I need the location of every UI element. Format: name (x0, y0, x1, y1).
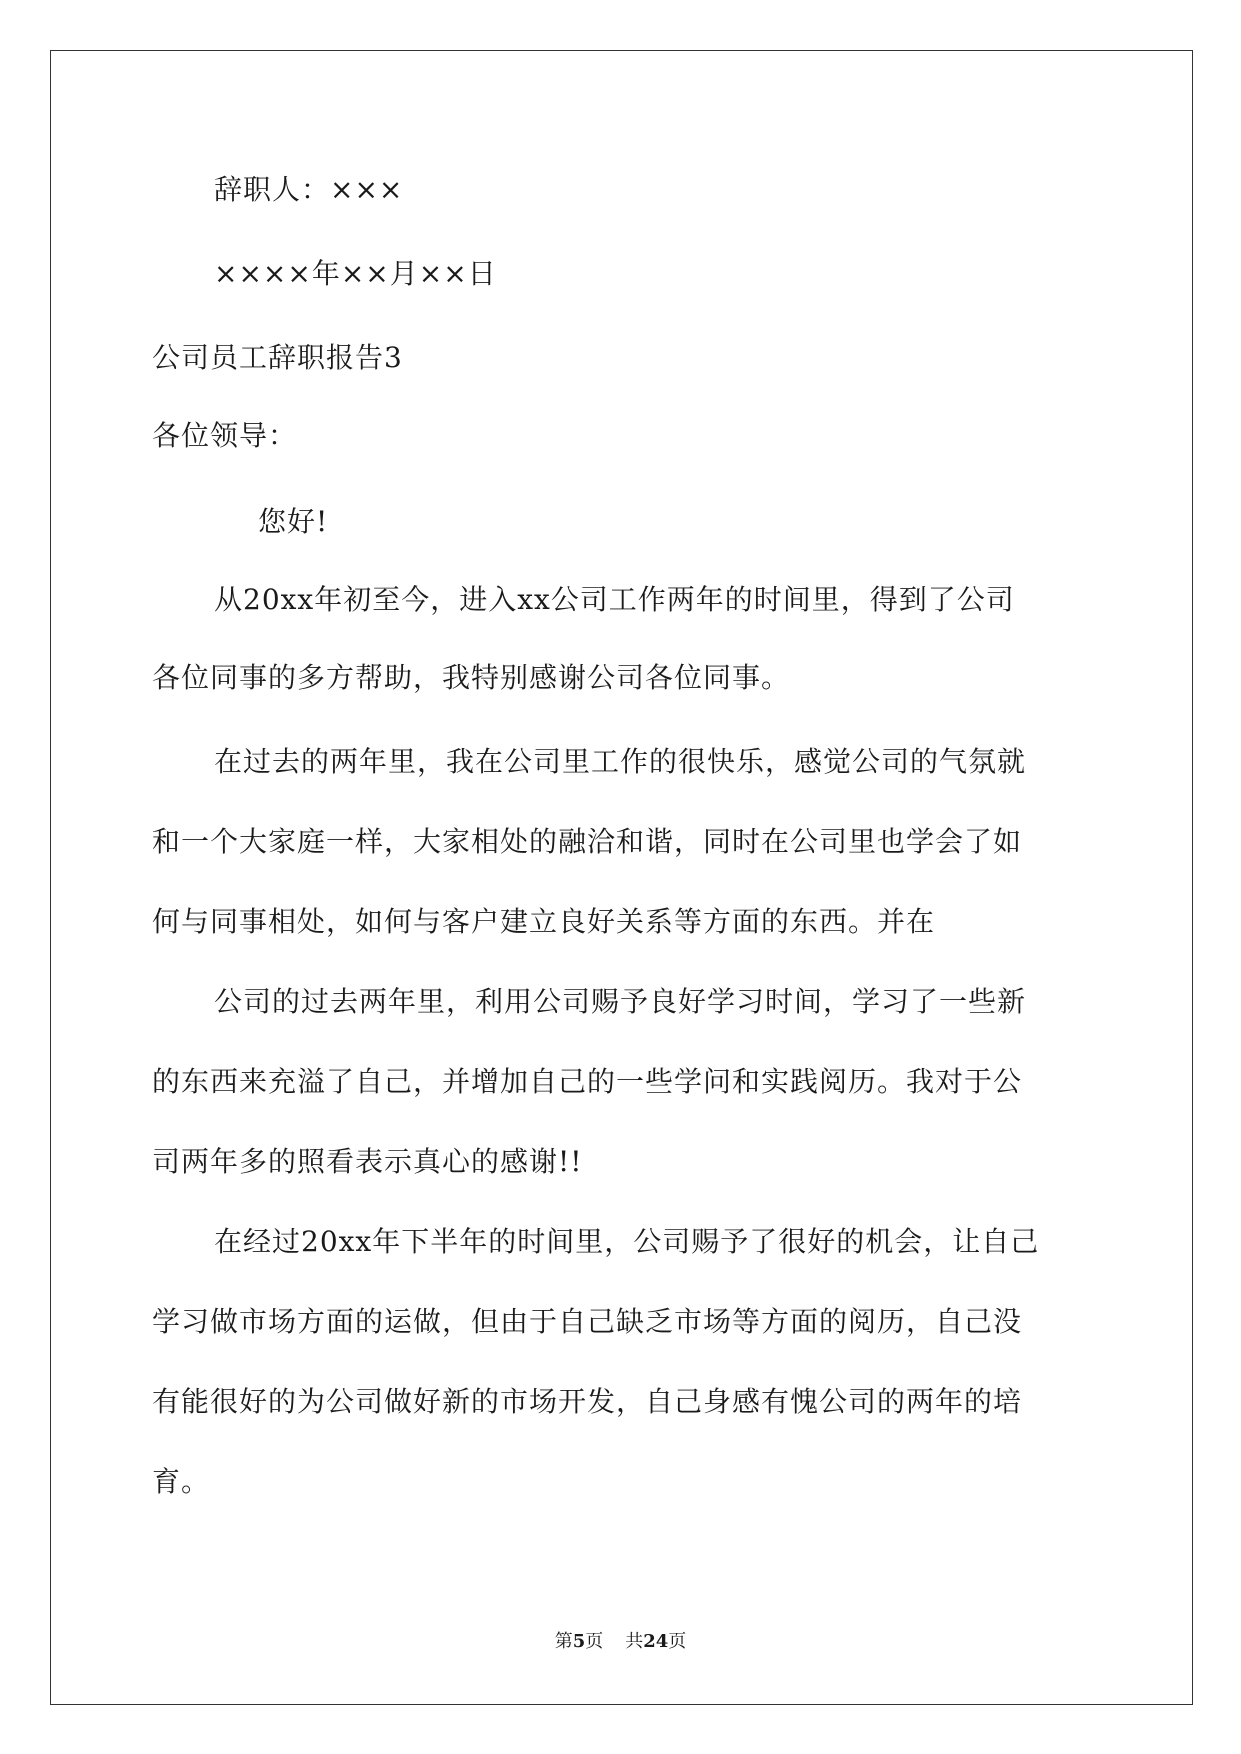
paragraph-line: 司两年多的照看表示真心的感谢!! (152, 1145, 583, 1178)
paragraph-line: 从20xx年初至今，进入xx公司工作两年的时间里，得到了公司 (214, 583, 1015, 616)
paragraph-line: 的东西来充溢了自己，并增加自己的一些学问和实践阅历。我对于公 (152, 1065, 1023, 1098)
page-border (50, 50, 1193, 1705)
section-title: 公司员工辞职报告3 (152, 341, 403, 374)
greeting: 您好! (258, 505, 329, 538)
date-line: ××××年××月××日 (214, 257, 497, 290)
signature-line: 辞职人：××× (214, 173, 404, 206)
paragraph-line: 育。 (152, 1465, 211, 1498)
page-suffix: 页 (585, 1631, 604, 1652)
page-prefix: 第 (554, 1631, 573, 1652)
paragraph-line: 在经过20xx年下半年的时间里，公司赐予了很好的机会，让自己 (214, 1225, 1040, 1258)
paragraph-line: 学习做市场方面的运做，但由于自己缺乏市场等方面的阅历，自己没 (152, 1305, 1023, 1338)
paragraph-line: 公司的过去两年里，利用公司赐予良好学习时间，学习了一些新 (214, 985, 1027, 1018)
total-prefix: 共 (625, 1631, 644, 1652)
page-total: 24 (643, 1631, 669, 1652)
paragraph-line: 和一个大家庭一样，大家相处的融洽和谐，同时在公司里也学会了如 (152, 825, 1023, 858)
page-footer (0, 1630, 1241, 1654)
paragraph-line: 各位同事的多方帮助，我特别感谢公司各位同事。 (152, 661, 791, 694)
total-suffix: 页 (668, 1631, 687, 1652)
paragraph-line: 何与同事相处，如何与客户建立良好关系等方面的东西。并在 (152, 905, 936, 938)
paragraph-line: 在过去的两年里，我在公司里工作的很快乐，感觉公司的气氛就 (214, 745, 1027, 778)
paragraph-line: 有能很好的为公司做好新的市场开发，自己身感有愧公司的两年的培 (152, 1385, 1023, 1418)
salutation: 各位领导： (152, 419, 298, 452)
page-current: 5 (572, 1631, 586, 1652)
